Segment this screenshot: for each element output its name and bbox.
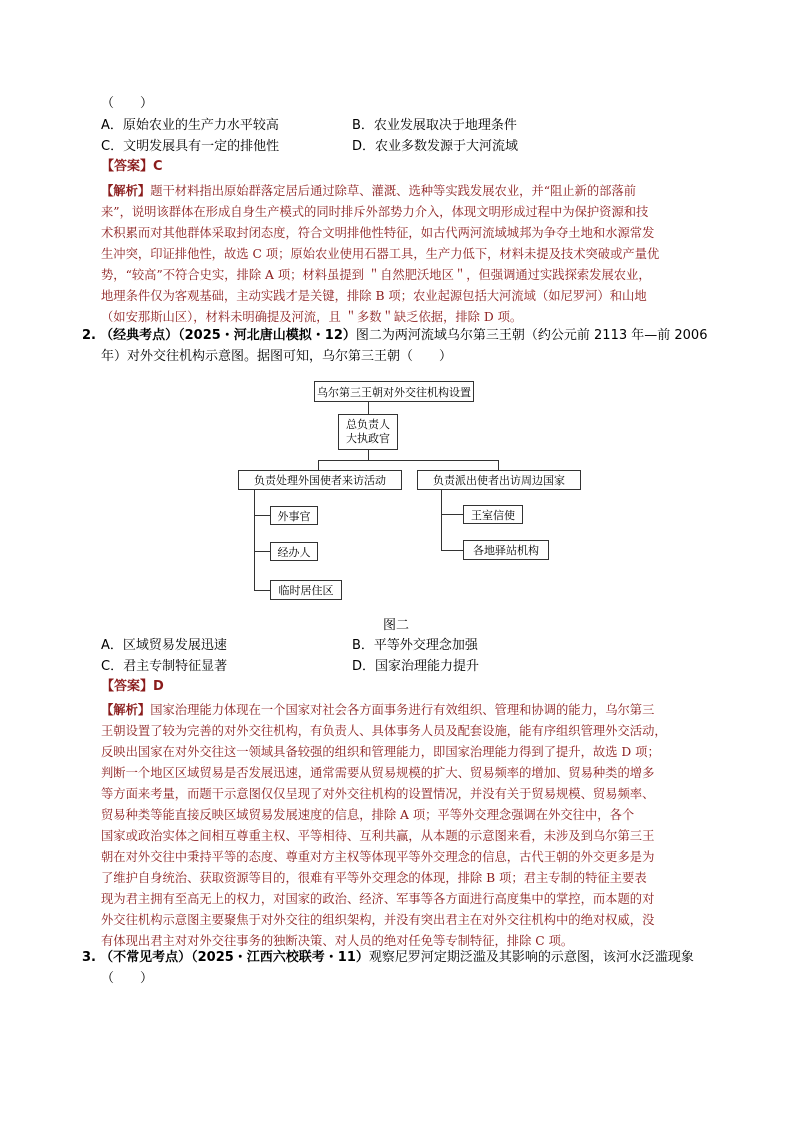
figure-caption: 图二 (383, 618, 410, 633)
question-tag: （不常见考点）（2025・江西六校联考・11） (100, 950, 369, 965)
q1-option-b[interactable]: B．农业发展取决于地理条件 (352, 118, 517, 133)
q1-answer-paren: （ ） (101, 96, 154, 111)
head-line2: 大执政官 (346, 432, 390, 445)
q1-option-c[interactable]: C．文明发展具有一定的排他性 (101, 139, 280, 154)
analysis-line: 了维护自身统治、获取资源等目的，很难有平等外交理念的体现，排除 B 项；君主专制的特征主要表 (101, 871, 647, 885)
diagram-head-box (338, 414, 398, 450)
analysis-line: 判断一个地区区域贸易是否发展迅速，通常需要从贸易规模的扩大、贸易频率的增加、贸易种类的增多 (101, 766, 655, 780)
connector (254, 515, 270, 516)
analysis-line: 国家治理能力体现在一个国家对社会各方面事务进行有效组织、管理和协调的能力，乌尔第三 (150, 703, 655, 717)
q3-stem (82, 949, 694, 967)
answer-label: 【答案】 (101, 159, 154, 174)
question-stem: 观察尼罗河定期泛滥及其影响的示意图，该河水泛滥现象 (368, 950, 694, 965)
analysis-line: 贸易种类等能直接反映区域贸易发展速度的信息，排除 A 项；平等外交理念强调在外交往中，各个 (101, 808, 635, 822)
q1-analysis (101, 180, 713, 328)
analysis-line: 有体现出君主对对外交往事务的独断决策、对人员的绝对任免等专制特征，排除 C 项。 (101, 934, 574, 948)
connector (254, 551, 270, 552)
question-number: 2. (82, 328, 96, 343)
answer-value: D (153, 679, 164, 694)
analysis-label: 【解析】 (101, 702, 151, 717)
analysis-line: 等方面来考量，而题干示意图仅仅呈现了对外交往机构的设置情况，并没有关于贸易规模、贸易频率、 (101, 787, 655, 801)
analysis-line: 势，“较高”不符合史实，排除 A 项；材料虽提到 ＂自然肥沃地区＂，但强调通过实践探索发展农业， (101, 268, 651, 282)
connector (441, 550, 463, 551)
analysis-line: 生冲突，印证排他性，故选 C 项；原始农业使用石器工具，生产力低下，材料未提及技术突破或产量优 (101, 247, 660, 261)
q1-answer (101, 158, 163, 176)
analysis-line: 外交往机构示意图主要聚焦于对外交往的组织架构，并没有突出君主在对外交往机构中的绝对权威，没 (101, 913, 655, 927)
analysis-line: （如安那斯山区），材料未明确提及河流，且 ＂多数＂缺乏依据，排除 D 项。 (101, 310, 523, 324)
right-item-box: 王室信使 (463, 505, 523, 524)
q2-option-c[interactable]: C．君主专制特征显著 (101, 659, 228, 674)
analysis-line: 题干材料指出原始群落定居后通过除草、灌溉、选种等实践发展农业，并“阻止新的部落前 (150, 184, 637, 198)
analysis-line: 来”，说明该群体在形成自身生产模式的同时排斥外部势力介入，体现文明形成过程中为保护资源和技 (101, 205, 649, 219)
q2-option-b[interactable]: B．平等外交理念加强 (352, 638, 478, 653)
answer-value: C (153, 159, 163, 174)
left-item-box: 外事官 (270, 506, 318, 525)
question-tag: （经典考点）（2025・河北唐山模拟・12） (100, 328, 356, 343)
connector (498, 460, 499, 470)
analysis-label: 【解析】 (101, 183, 151, 198)
right-item-box: 各地驿站机构 (463, 540, 549, 560)
right-branch-box: 负责派出使者出访周边国家 (417, 470, 581, 490)
q2-stem-line1 (82, 327, 707, 345)
connector (441, 514, 463, 515)
q2-option-a[interactable]: A．区域贸易发展迅速 (101, 638, 227, 653)
connector (318, 460, 319, 470)
analysis-line: 术积累而对其他群体采取封闭态度，符合文明排他性特征，如古代两河流域城邦为争夺土地和水源常发 (101, 226, 655, 240)
connector (318, 460, 498, 461)
analysis-line: 现为君主拥有至高无上的权力，对国家的政治、经济、军事等各方面进行高度集中的掌控，而本题的对 (101, 892, 655, 906)
connector (441, 490, 442, 550)
q2-stem-line2: 年）对外交往机构示意图。据图可知，乌尔第三王朝（ ） (101, 349, 453, 364)
analysis-line: 王朝设置了较为完善的对外交往机构，有负责人、具体事务人员及配套设施，能有序组织管理外交活动， (101, 724, 667, 738)
connector (368, 402, 369, 414)
question-stem: 图二为两河流域乌尔第三王朝（约公元前 2113 年—前 2006 (355, 328, 708, 343)
q1-option-a[interactable]: A．原始农业的生产力水平较高 (101, 118, 279, 133)
analysis-line: 国家或政治实体之间相互尊重主权、平等相待、互利共赢，从本题的示意图来看，未涉及到乌尔第三王 (101, 829, 655, 843)
connector (254, 590, 270, 591)
connector (368, 450, 369, 460)
q2-option-d[interactable]: D．国家治理能力提升 (352, 659, 480, 674)
analysis-line: 地理条件仅为客观基础，主动实践才是关键，排除 B 项；农业起源包括大河流域（如尼罗河）和山地 (101, 289, 647, 303)
left-branch-box: 负责处理外国使者来访活动 (238, 470, 402, 490)
analysis-line: 朝在对外交往中秉持平等的态度、尊重对方主权等体现平等外交理念的信息，古代王朝的外交更多是为 (101, 850, 655, 864)
q1-option-d[interactable]: D．农业多数发源于大河流域 (352, 139, 519, 154)
answer-label: 【答案】 (101, 679, 154, 694)
left-item-box: 经办人 (270, 542, 318, 561)
q3-answer-paren: （ ） (101, 971, 154, 986)
connector (254, 490, 255, 590)
q2-answer (101, 678, 164, 696)
left-item-box: 临时居住区 (270, 580, 342, 600)
head-line1: 总负责人 (346, 418, 390, 431)
diagram-title-box: 乌尔第三王朝对外交往机构设置 (314, 381, 474, 402)
question-number: 3. (82, 950, 96, 965)
analysis-line: 反映出国家在对外交往这一领域具备较强的组织和管理能力，即国家治理能力得到了提升，故选 D 项； (101, 745, 660, 759)
q2-analysis (101, 699, 713, 952)
